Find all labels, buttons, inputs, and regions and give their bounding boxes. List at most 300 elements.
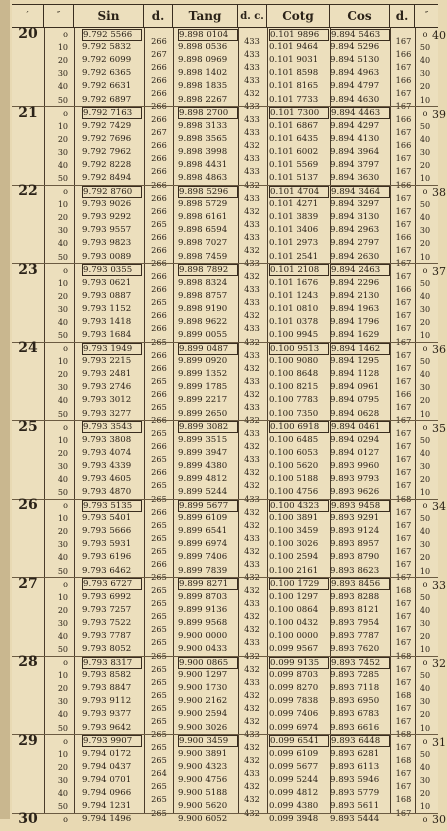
cos-difference: 166 <box>395 140 412 151</box>
right-minute-mark: 50 <box>419 43 431 53</box>
header-degree: ′ <box>12 5 44 27</box>
cos-difference: 167 <box>395 467 412 478</box>
tang-value: 9.898 4863 <box>178 173 228 183</box>
sin-difference: 266 <box>151 192 167 203</box>
table-row <box>12 329 438 347</box>
table-row <box>12 525 438 543</box>
cotg-value: 0.100 1729 <box>269 578 329 590</box>
cos-difference: 168 <box>395 650 412 661</box>
cos-difference: 167 <box>395 87 412 98</box>
cotg-value: 0.101 7733 <box>269 94 319 105</box>
cos-difference: 167 <box>395 323 412 334</box>
sin-value: 9.793 6462 <box>82 565 132 576</box>
cos-difference: 167 <box>395 768 412 779</box>
right-degree-label: 34 <box>432 500 446 513</box>
cos-difference: 167 <box>395 336 412 347</box>
sin-value: 9.792 8228 <box>82 159 132 170</box>
right-minute-mark: 40 <box>419 370 431 380</box>
sin-value: 9.793 8847 <box>82 683 132 694</box>
minute-mark: 50 <box>57 252 68 262</box>
sin-value: 9.794 0437 <box>82 761 132 772</box>
degree-label: 26 <box>18 497 38 513</box>
sin-value: 9.793 8317 <box>82 657 142 669</box>
table-row <box>12 224 438 242</box>
common-difference: 433 <box>244 493 260 504</box>
tang-value: 9.898 1835 <box>178 81 228 92</box>
cos-value: 9.894 1295 <box>330 356 380 367</box>
minute-mark: 10 <box>57 200 68 210</box>
right-degree-label: 32 <box>432 657 446 670</box>
cotg-value: 0.100 5188 <box>269 473 319 484</box>
tang-value: 9.899 8271 <box>178 578 238 590</box>
sin-value: 9.794 0172 <box>82 748 132 759</box>
cos-difference: 167 <box>395 127 412 138</box>
minute-mark: o <box>63 579 68 589</box>
sin-difference: 265 <box>151 598 167 609</box>
right-minute-mark: 30 <box>419 69 431 79</box>
cos-value: 9.894 2797 <box>330 238 380 249</box>
sin-value: 9.793 9112 <box>82 696 132 707</box>
cotg-value: 0.100 6485 <box>269 434 319 445</box>
tang-value: 9.900 3891 <box>178 748 228 759</box>
table-row <box>12 800 438 818</box>
cos-value: 9.894 3130 <box>330 212 380 223</box>
minute-mark: 20 <box>57 762 68 772</box>
table-row <box>12 434 438 452</box>
sin-difference: 266 <box>151 310 167 321</box>
minute-mark: 10 <box>57 357 68 367</box>
table-row <box>12 565 438 583</box>
cos-difference: 167 <box>395 205 412 216</box>
tang-value: 9.899 6541 <box>178 526 228 537</box>
sin-difference: 266 <box>151 140 167 151</box>
cos-difference: 167 <box>395 480 412 491</box>
common-difference: 433 <box>244 598 260 609</box>
common-difference: 433 <box>244 349 260 360</box>
sin-value: 9.793 5931 <box>82 539 132 550</box>
sin-value: 9.793 1418 <box>82 316 132 327</box>
table-row <box>12 303 438 321</box>
table-row <box>12 159 438 177</box>
tang-value: 9.900 5188 <box>178 787 228 798</box>
sin-difference: 266 <box>151 61 167 72</box>
cotg-value: 0.101 1676 <box>269 277 319 288</box>
cotg-value: 0.100 9513 <box>269 343 329 355</box>
header-cos: Cos <box>330 5 390 27</box>
degree-group <box>12 654 446 740</box>
cos-difference: 167 <box>395 271 412 282</box>
cos-value: 9.894 1629 <box>330 330 380 340</box>
cos-value: 9.893 5444 <box>330 814 380 824</box>
cotg-value: 0.100 5620 <box>269 460 319 471</box>
right-minute-mark: o <box>422 658 428 667</box>
cos-difference: 168 <box>395 585 412 596</box>
cos-value: 9.893 8456 <box>330 578 390 590</box>
right-minute-mark: 50 <box>419 278 431 288</box>
minute-mark: 40 <box>57 474 68 484</box>
right-minute-mark: 10 <box>419 409 431 419</box>
sin-value: 9.793 0355 <box>82 264 142 276</box>
cos-difference: 166 <box>395 48 412 59</box>
cos-difference: 166 <box>395 114 412 125</box>
cos-difference: 167 <box>395 506 412 517</box>
sin-difference: 265 <box>151 715 167 726</box>
minute-mark: 30 <box>57 147 68 157</box>
cos-difference: 168 <box>395 794 412 805</box>
minute-mark: 40 <box>57 553 68 563</box>
table-row <box>12 682 438 700</box>
minute-mark: 10 <box>57 121 68 131</box>
common-difference: 432 <box>244 519 260 530</box>
cotg-value: 0.099 9567 <box>269 644 319 654</box>
log-trig-table-page <box>12 4 446 827</box>
sin-difference: 266 <box>151 101 167 112</box>
table-row <box>12 551 438 569</box>
tang-value: 9.900 5620 <box>178 801 228 811</box>
cotg-value: 0.099 4812 <box>269 787 319 798</box>
minute-mark: 30 <box>57 226 68 236</box>
right-minute-mark: 20 <box>419 82 431 92</box>
cotg-value: 0.100 9945 <box>269 330 319 340</box>
cos-value: 9.894 3297 <box>330 199 380 210</box>
minute-mark: o <box>63 30 68 39</box>
sin-difference: 265 <box>151 755 167 766</box>
cotg-value: 0.100 3459 <box>269 526 319 537</box>
cos-value: 9.894 5296 <box>330 42 380 53</box>
tang-value: 9.900 1730 <box>178 683 228 694</box>
minute-mark: 40 <box>57 396 68 406</box>
common-difference: 432 <box>244 336 260 347</box>
cotg-value: 0.099 3948 <box>269 814 319 824</box>
common-difference: 433 <box>244 297 260 308</box>
tang-value: 9.898 8324 <box>178 277 228 288</box>
cos-value: 9.893 6783 <box>330 709 380 720</box>
cos-difference: 167 <box>395 349 412 360</box>
table-row <box>12 460 438 478</box>
table-row <box>12 643 438 661</box>
table-row <box>12 67 438 85</box>
right-minute-mark: 40 <box>419 213 431 223</box>
degree-group <box>12 104 446 190</box>
sin-value: 9.792 7962 <box>82 146 132 157</box>
cos-difference: 167 <box>395 101 412 112</box>
cos-difference: 168 <box>395 493 412 504</box>
table-row <box>12 28 438 46</box>
common-difference: 433 <box>244 454 260 465</box>
cos-difference: 167 <box>395 362 412 373</box>
tang-value: 9.899 2217 <box>178 395 228 406</box>
header-d: d. <box>144 5 173 27</box>
minute-mark: 40 <box>57 631 68 641</box>
sin-difference: 265 <box>151 807 167 818</box>
minute-mark: 10 <box>57 43 68 53</box>
common-difference: 433 <box>244 323 260 334</box>
common-difference: 432 <box>244 742 260 753</box>
degree-group <box>12 732 446 818</box>
right-degree-label: 31 <box>432 735 446 749</box>
header-dc: d. c. <box>238 5 267 27</box>
common-difference: 432 <box>244 794 260 805</box>
right-minute-mark: 20 <box>419 553 431 563</box>
cos-value: 9.894 5463 <box>330 29 390 41</box>
cos-difference: 166 <box>395 74 412 85</box>
sin-value: 9.793 6727 <box>82 578 142 590</box>
common-difference: 433 <box>244 258 260 269</box>
common-difference: 433 <box>244 74 260 85</box>
minute-mark: 50 <box>57 174 68 183</box>
cos-value: 9.893 9458 <box>330 500 390 512</box>
tang-value: 9.899 4380 <box>178 460 228 471</box>
sin-difference: 265 <box>151 480 167 491</box>
sin-difference: 266 <box>151 388 167 399</box>
sin-value: 9.793 3543 <box>82 421 142 433</box>
sin-difference: 265 <box>151 650 167 661</box>
cos-value: 9.893 5779 <box>330 787 380 798</box>
sin-difference: 265 <box>151 624 167 635</box>
cotg-value: 0.099 8270 <box>269 683 319 694</box>
common-difference: 433 <box>244 637 260 648</box>
tang-value: 9.898 0969 <box>178 55 228 66</box>
cos-value: 9.894 4130 <box>330 133 380 144</box>
sin-difference: 265 <box>151 676 167 687</box>
right-degree-label: 33 <box>432 578 446 592</box>
cos-value: 9.893 9960 <box>330 460 380 471</box>
table-row <box>12 54 438 72</box>
sin-value: 9.793 5666 <box>82 526 132 537</box>
cos-difference: 167 <box>395 297 412 308</box>
sin-difference: 265 <box>151 637 167 648</box>
tang-value: 9.899 7406 <box>178 552 228 563</box>
cos-difference: 167 <box>395 218 412 229</box>
cos-value: 9.894 2630 <box>330 251 380 262</box>
cotg-value: 0.100 4323 <box>269 500 329 512</box>
minute-mark: o <box>63 265 68 275</box>
common-difference: 432 <box>244 441 260 452</box>
right-minute-mark: o <box>422 187 428 196</box>
right-minute-mark: 10 <box>419 252 431 262</box>
right-minute-mark: 40 <box>419 605 431 615</box>
sin-difference: 266 <box>151 244 167 255</box>
cos-difference: 167 <box>395 428 412 439</box>
common-difference: 432 <box>244 310 260 321</box>
degree-label: 29 <box>18 732 38 749</box>
right-minute-mark: 50 <box>419 749 431 759</box>
cos-difference: 167 <box>395 519 412 530</box>
sin-value: 9.793 3808 <box>82 434 132 445</box>
cos-difference: 167 <box>395 637 412 648</box>
common-difference: 432 <box>244 415 260 426</box>
table-row <box>12 251 438 269</box>
tang-value: 9.899 8703 <box>178 591 228 602</box>
right-degree-label: 37 <box>432 264 446 278</box>
degree-group <box>12 575 446 661</box>
cos-value: 9.894 4297 <box>330 120 380 131</box>
cotg-value: 0.099 5677 <box>269 761 319 772</box>
sin-value: 9.792 6897 <box>82 94 132 105</box>
sin-value: 9.792 5832 <box>82 42 132 53</box>
cotg-value: 0.100 2161 <box>269 565 319 576</box>
sin-value: 9.793 4074 <box>82 447 132 458</box>
minute-mark: o <box>63 422 68 432</box>
sin-value: 9.793 6992 <box>82 591 132 602</box>
sin-value: 9.793 3012 <box>82 395 132 406</box>
table-row <box>12 80 438 98</box>
cotg-value: 0.100 9080 <box>269 356 319 367</box>
cos-value: 9.893 7787 <box>330 630 380 641</box>
cos-value: 9.894 5130 <box>330 55 380 66</box>
table-row <box>12 538 438 556</box>
cos-value: 9.893 7954 <box>330 617 380 628</box>
cotg-value: 0.100 0000 <box>269 630 319 641</box>
cotg-value: 0.100 4756 <box>269 487 319 497</box>
degree-label: 21 <box>18 104 38 121</box>
sin-value: 9.794 0701 <box>82 774 132 785</box>
cos-difference: 167 <box>395 663 412 674</box>
sin-difference: 266 <box>151 271 167 282</box>
tang-value: 9.899 4812 <box>178 473 228 484</box>
degree-label: 22 <box>18 183 38 199</box>
sin-difference: 266 <box>151 415 167 426</box>
sin-value: 9.793 2746 <box>82 382 132 393</box>
cos-value: 9.893 7285 <box>330 670 380 681</box>
cos-difference: 167 <box>395 676 412 687</box>
cos-value: 9.893 7452 <box>330 657 390 669</box>
tang-value: 9.900 1297 <box>178 670 228 681</box>
common-difference: 432 <box>244 362 260 373</box>
sin-value: 9.793 6196 <box>82 552 132 563</box>
right-degree-label: 30 <box>432 813 446 826</box>
sin-value: 9.794 0966 <box>82 787 132 798</box>
cotg-value: 0.099 7406 <box>269 709 319 720</box>
right-minute-mark: 30 <box>419 304 431 314</box>
sin-value: 9.792 6631 <box>82 81 132 92</box>
tang-value: 9.898 1402 <box>178 68 228 79</box>
cotg-value: 0.100 1297 <box>269 591 319 602</box>
sin-difference: 265 <box>151 428 167 439</box>
common-difference: 433 <box>244 231 260 242</box>
cotg-value: 0.101 4271 <box>269 199 319 210</box>
tang-value: 9.898 0104 <box>178 29 238 41</box>
sin-difference: 265 <box>151 663 167 674</box>
cotg-value: 0.100 7350 <box>269 408 319 419</box>
tang-value: 9.899 5244 <box>178 487 228 497</box>
header-tang: Tang <box>173 5 238 27</box>
cos-difference: 167 <box>395 715 412 726</box>
tang-value: 9.900 4756 <box>178 774 228 785</box>
right-minute-mark: 20 <box>419 317 431 327</box>
cotg-value: 0.100 0432 <box>269 617 319 628</box>
right-degree-label: 40 <box>432 29 446 42</box>
cos-difference: 167 <box>395 598 412 609</box>
table-row <box>12 146 438 164</box>
sin-value: 9.793 1949 <box>82 343 142 355</box>
sin-value: 9.793 1152 <box>82 303 132 314</box>
sin-value: 9.792 5566 <box>82 29 142 41</box>
table-row <box>12 656 438 674</box>
sin-difference: 266 <box>151 231 167 242</box>
cos-difference: 167 <box>395 35 412 46</box>
minute-mark: 30 <box>57 618 68 628</box>
right-minute-mark: 10 <box>419 488 431 497</box>
cos-value: 9.894 1128 <box>330 369 380 380</box>
tang-value: 9.900 0433 <box>178 644 228 654</box>
tang-value: 9.899 1785 <box>178 382 228 393</box>
minute-mark: 20 <box>57 291 68 301</box>
cos-difference: 167 <box>395 454 412 465</box>
common-difference: 432 <box>244 388 260 399</box>
minute-mark: 50 <box>57 409 68 419</box>
sin-difference: 265 <box>151 702 167 713</box>
cos-value: 9.893 8790 <box>330 552 380 563</box>
sin-value: 9.792 7163 <box>82 107 142 119</box>
tang-value: 9.898 2267 <box>178 94 228 105</box>
cos-value: 9.894 0628 <box>330 408 380 419</box>
minute-mark: 50 <box>57 95 68 105</box>
sin-value: 9.793 1684 <box>82 330 132 340</box>
table-row <box>12 237 438 255</box>
minute-mark: 20 <box>57 527 68 537</box>
right-minute-mark: 50 <box>419 121 431 131</box>
table-row <box>12 277 438 295</box>
table-row <box>12 512 438 530</box>
cotg-value: 0.101 3839 <box>269 212 319 223</box>
minute-mark: 50 <box>57 331 68 340</box>
minute-mark: 30 <box>57 69 68 79</box>
common-difference: 432 <box>244 87 260 98</box>
right-minute-mark: 20 <box>419 160 431 170</box>
table-row <box>12 342 438 360</box>
right-minute-mark: 30 <box>419 461 431 471</box>
tang-value: 9.900 3459 <box>178 735 238 747</box>
table-row <box>12 695 438 713</box>
sin-value: 9.793 8052 <box>82 644 132 654</box>
cos-difference: 166 <box>395 231 412 242</box>
minute-mark: 10 <box>57 592 68 602</box>
cos-value: 9.893 9626 <box>330 487 380 497</box>
common-difference: 432 <box>244 624 260 635</box>
right-minute-mark: o <box>422 265 428 275</box>
sin-difference: 266 <box>151 35 167 46</box>
minute-mark: 20 <box>57 56 68 66</box>
tang-value: 9.898 5296 <box>178 186 238 198</box>
minute-mark: 40 <box>57 239 68 249</box>
common-difference: 432 <box>244 807 260 818</box>
minute-mark: o <box>63 815 68 824</box>
header-d2: d. <box>390 5 415 27</box>
sin-difference: 265 <box>151 572 167 583</box>
sin-difference: 265 <box>151 297 167 308</box>
tang-value: 9.898 8757 <box>178 290 228 301</box>
common-difference: 433 <box>244 729 260 740</box>
degree-label: 20 <box>18 26 38 42</box>
common-difference: 433 <box>244 375 260 386</box>
right-minute-mark: 10 <box>419 645 431 654</box>
cos-value: 9.893 6113 <box>330 761 380 772</box>
minute-mark: 30 <box>57 383 68 393</box>
tang-value: 9.899 0055 <box>178 330 228 340</box>
right-degree-label: 39 <box>432 107 446 121</box>
cotg-value: 0.100 8215 <box>269 382 319 393</box>
minute-mark: 30 <box>57 540 68 550</box>
right-minute-mark: 10 <box>419 174 431 183</box>
minute-mark: o <box>63 108 68 118</box>
table-row <box>12 630 438 648</box>
cotg-value: 0.101 9031 <box>269 55 319 66</box>
table-row <box>12 617 438 635</box>
right-minute-mark: 30 <box>419 540 431 550</box>
cotg-value: 0.101 5569 <box>269 159 319 170</box>
tang-value: 9.899 5677 <box>178 500 238 512</box>
